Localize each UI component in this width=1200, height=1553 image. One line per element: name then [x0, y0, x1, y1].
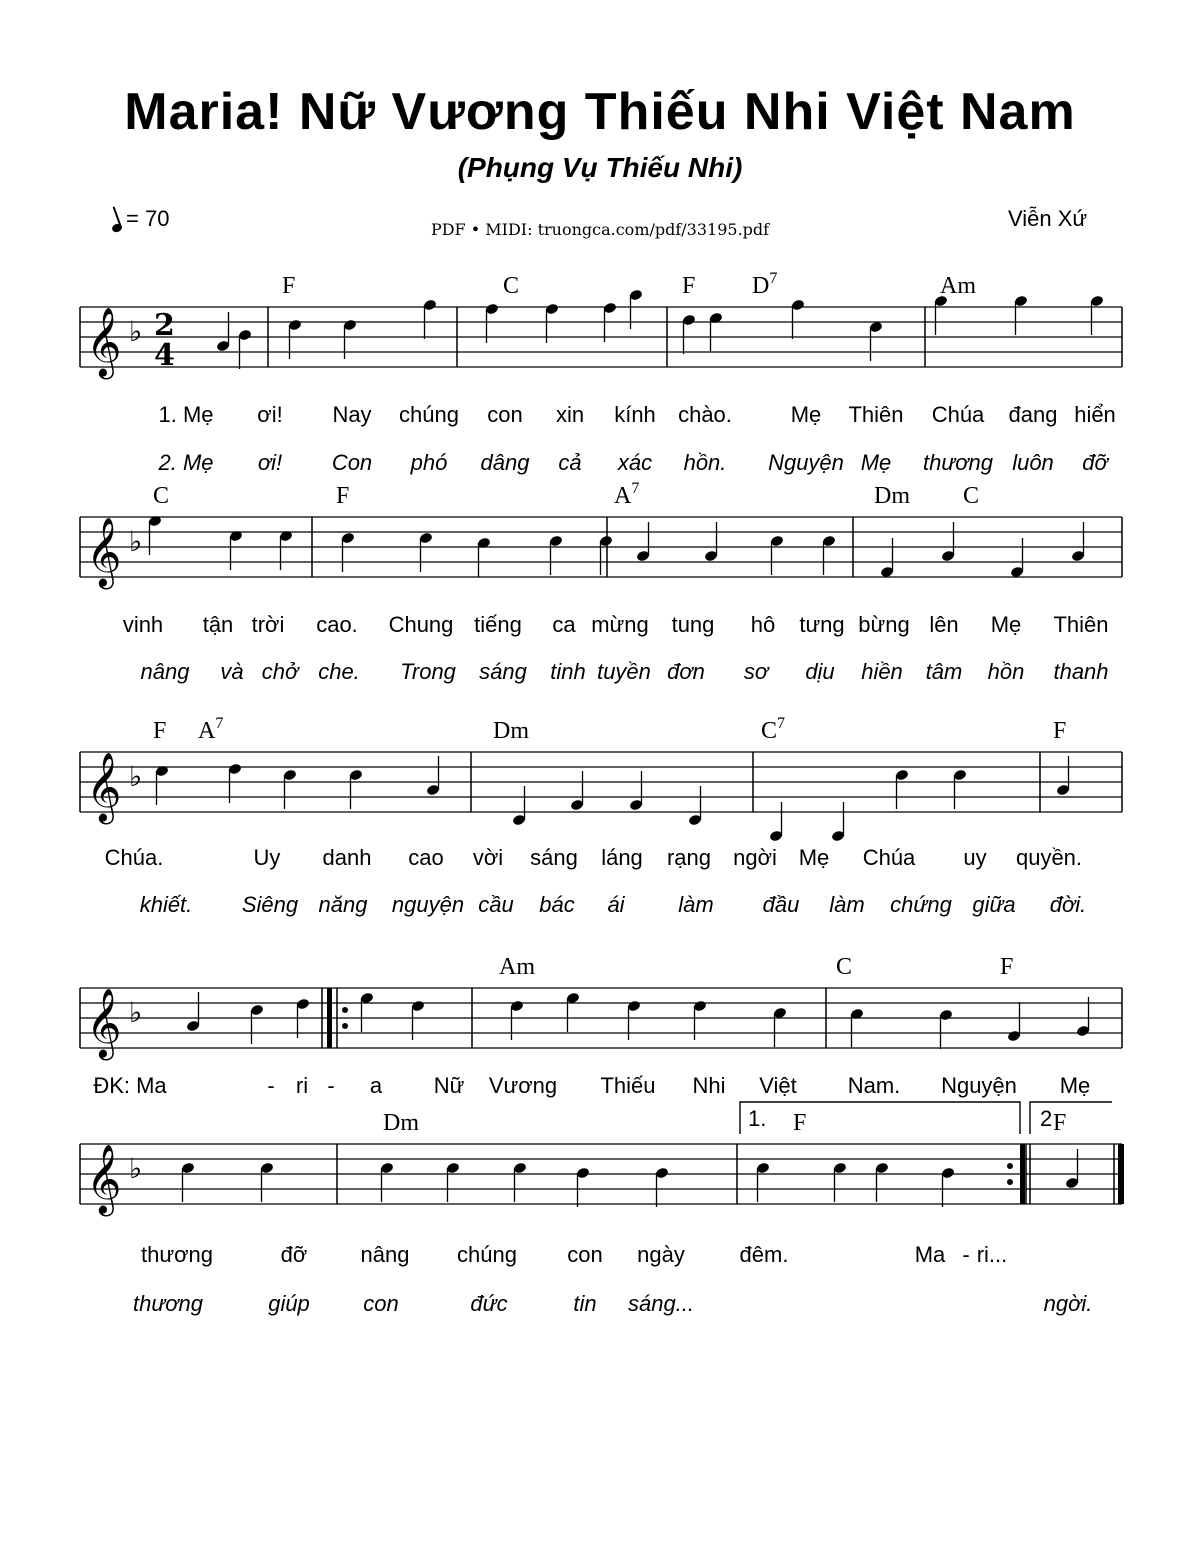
time-signature-top: 2	[154, 308, 175, 343]
lyric-verse-1: ngày	[637, 1242, 685, 1267]
staff-system	[80, 270, 1122, 475]
lyric-verse-2: cầu	[478, 892, 514, 917]
lyric-verse-2: thương	[132, 1291, 204, 1316]
chord-symbol: $A^7$	[614, 480, 640, 509]
lyric-verse-1: Nay	[332, 402, 372, 427]
chord-symbol: F	[793, 1110, 807, 1136]
lyric-verse-1: Chúa.	[104, 845, 164, 870]
lyric-verse-1: ri...	[976, 1242, 1008, 1267]
lyric-verse-1: vời	[472, 845, 504, 870]
lyric-verse-1: tiếng	[474, 612, 522, 637]
treble-clef-icon: 𝄞	[86, 752, 122, 822]
treble-clef-icon: 𝄞	[86, 517, 122, 587]
lyric-verse-1: Việt	[759, 1073, 797, 1098]
lyric-verse-1: nâng	[360, 1242, 410, 1267]
chord-symbol: Dm	[383, 1110, 419, 1136]
repeat-dot	[342, 1007, 348, 1013]
treble-clef-icon: 𝄞	[86, 307, 122, 377]
lyric-verse-1: mừng	[591, 612, 649, 637]
lyric-verse-2: hồn	[987, 659, 1025, 684]
lyric-verse-2: ái	[607, 892, 625, 917]
staff-system	[80, 1102, 1124, 1316]
flat-icon: ♭	[129, 315, 143, 348]
volta-bracket-1	[740, 1102, 1020, 1134]
chord-symbol: F	[1053, 718, 1067, 744]
lyric-verse-1: chúng	[457, 1242, 517, 1267]
lyric-verse-1: a	[369, 1073, 383, 1098]
lyric-verse-1: đêm.	[739, 1242, 789, 1267]
lyric-verse-2: sơ	[743, 659, 769, 684]
lyric-verse-2: đầu	[762, 892, 800, 917]
lyric-verse-2: làm	[678, 892, 714, 917]
flat-icon: ♭	[129, 1152, 143, 1185]
chord-symbol: Am	[940, 273, 976, 299]
lyric-verse-1: Chung	[388, 612, 454, 637]
lyric-verse-1: Uy	[253, 845, 281, 870]
song-subtitle: (Phụng Vụ Thiếu Nhi)	[457, 152, 743, 183]
chord-symbol: $C^7$	[761, 715, 786, 744]
lyric-verse-1: trời	[251, 612, 285, 637]
repeat-dot	[1007, 1163, 1013, 1169]
lyric-verse-2: phó	[410, 450, 448, 475]
lyric-verse-1: chào.	[678, 402, 732, 427]
lyric-verse-1: hô	[750, 612, 776, 637]
chord-symbol: Am	[499, 954, 535, 980]
lyric-verse-2: nâng	[140, 659, 190, 684]
lyric-verse-1: vinh	[122, 612, 164, 637]
lyric-verse-1: Thiên	[1053, 612, 1109, 637]
chord-symbol: C	[153, 483, 170, 509]
lyric-verse-2: dâng	[480, 450, 530, 475]
lyric-verse-2: tâm	[925, 659, 963, 684]
lyric-verse-1: uy	[963, 845, 987, 870]
lyric-verse-2: thương	[922, 450, 994, 475]
lyric-verse-1: cao	[408, 845, 444, 870]
lyric-verse-1: Vương	[488, 1073, 558, 1098]
repeat-end-thick	[1020, 1144, 1025, 1204]
lyric-verse-2: bác	[539, 892, 575, 917]
lyric-verse-1: 1. Mẹ	[158, 402, 214, 427]
lyric-verse-2: khiết.	[139, 892, 193, 917]
lyric-verse-2: và	[220, 659, 244, 684]
lyric-verse-2: thanh	[1053, 659, 1109, 684]
lyric-verse-2: Nguyện	[768, 450, 844, 475]
lyric-verse-1: Mẹ	[1059, 1073, 1091, 1098]
chord-extension: 7	[631, 480, 640, 497]
lyric-verse-1: tung	[671, 612, 715, 637]
lyric-verse-1: ngời	[733, 845, 777, 870]
lyric-verse-1: láng	[601, 845, 643, 870]
lyric-verse-1: cao.	[316, 612, 358, 637]
lyric-verse-1: kính	[614, 402, 656, 427]
lyric-verse-2: Siêng	[241, 892, 299, 917]
staff-system	[80, 715, 1122, 917]
lyric-verse-1: xin	[555, 402, 585, 427]
chord-symbol: $D^7$	[752, 270, 778, 299]
lyric-verse-2: hiền	[861, 659, 903, 684]
source-link[interactable]: PDF • MIDI: truongca.com/pdf/33195.pdf	[430, 220, 770, 239]
lyric-verse-1: lên	[929, 612, 959, 637]
lyric-verse-2: giúp	[268, 1291, 310, 1316]
chord-symbol: F	[1053, 1110, 1067, 1136]
repeat-dot	[342, 1023, 348, 1029]
lyric-verse-1: quyền.	[1015, 845, 1083, 870]
lyric-verse-1: ĐK: Ma	[93, 1073, 167, 1098]
lyric-verse-1: Nguyện	[941, 1073, 1017, 1098]
lyric-verse-1: tận	[202, 612, 234, 637]
chord-symbol: F	[153, 718, 167, 744]
lyric-verse-2: chứng	[890, 892, 952, 917]
chord-symbol: F	[1000, 954, 1014, 980]
lyric-verse-1: Mẹ	[790, 402, 822, 427]
lyric-verse-2: đời.	[1049, 892, 1087, 917]
lyric-verse-2: Trong	[400, 659, 456, 684]
chord-symbol: Dm	[493, 718, 529, 744]
lyric-verse-1: đỡ	[280, 1242, 308, 1267]
lyric-verse-2: tuyền	[597, 659, 651, 684]
chord-extension: 7	[215, 715, 224, 732]
lyric-verse-2: ngời.	[1043, 1291, 1093, 1316]
lyric-verse-1: chúng	[399, 402, 459, 427]
lyric-verse-2: con	[363, 1291, 399, 1316]
final-barline	[1118, 1144, 1124, 1204]
chord-symbol: F	[282, 273, 296, 299]
lyric-verse-1: danh	[322, 845, 372, 870]
volta-label-1: 1.	[748, 1106, 767, 1131]
song-title: Maria! Nữ Vương Thiếu Nhi Việt Nam	[124, 83, 1076, 141]
flat-icon: ♭	[129, 760, 143, 793]
lyric-verse-1: ca	[552, 612, 576, 637]
lyric-verse-1: ơi!	[257, 402, 283, 427]
lyric-verse-2: tin	[573, 1291, 597, 1316]
volta-label-2: 2	[1040, 1106, 1053, 1131]
lyric-verse-2: năng	[318, 892, 368, 917]
lyric-verse-1: Ma	[914, 1242, 946, 1267]
chord-symbol: Dm	[874, 483, 910, 509]
treble-clef-icon: 𝄞	[86, 988, 122, 1058]
lyric-verse-2: nguyện	[391, 892, 465, 917]
lyric-verse-2: sáng...	[627, 1291, 695, 1316]
chord-extension: 7	[777, 715, 786, 732]
lyric-verse-2: đức	[470, 1291, 508, 1316]
lyric-verse-1: Thiên	[848, 402, 904, 427]
lyric-verse-1: Chúa	[862, 845, 916, 870]
lyric-verse-2: tinh	[550, 659, 586, 684]
lyric-verse-1: Thiếu	[600, 1073, 656, 1098]
lyric-verse-2: đơn	[667, 659, 705, 684]
lyric-verse-1: Nam.	[847, 1073, 901, 1098]
lyric-verse-2: che.	[318, 659, 360, 684]
lyric-verse-2: xác	[617, 450, 653, 475]
lyric-verse-2: ơi!	[257, 450, 283, 475]
lyric-verse-2: Mẹ	[860, 450, 892, 475]
lyric-verse-2: cả	[558, 450, 582, 475]
lyric-verse-1: Nữ	[433, 1073, 465, 1098]
staff-system	[80, 480, 1122, 684]
lyric-verse-2: 2. Mẹ	[158, 450, 214, 475]
lyric-verse-2: đỡ	[1082, 450, 1108, 475]
lyric-verse-2: làm	[829, 892, 865, 917]
lyric-verse-1: hiển	[1074, 402, 1116, 427]
lyric-verse-2: giữa	[972, 892, 1016, 917]
lyric-verse-1: Nhi	[692, 1073, 726, 1098]
lyric-verse-2: hồn.	[683, 450, 727, 475]
composer-name: Viễn Xứ	[1008, 206, 1088, 231]
lyric-verse-1: con	[487, 402, 523, 427]
lyric-verse-1: ri	[295, 1073, 309, 1098]
chord-symbol: C	[836, 954, 853, 980]
chord-symbol: F	[682, 273, 696, 299]
staff-system	[80, 954, 1122, 1098]
lyric-verse-1: -	[962, 1242, 970, 1267]
treble-clef-icon: 𝄞	[86, 1144, 122, 1214]
time-signature-bottom: 4	[154, 338, 175, 373]
chord-symbol: C	[963, 483, 980, 509]
lyric-verse-2: sáng	[479, 659, 527, 684]
lyric-verse-1: Mẹ	[990, 612, 1022, 637]
tempo-value: = 70	[126, 206, 170, 231]
lyric-verse-1: tưng	[799, 612, 845, 637]
lyric-verse-1: -	[267, 1073, 275, 1098]
chord-symbol: C	[503, 273, 520, 299]
lyric-verse-1: Mẹ	[798, 845, 830, 870]
lyric-verse-1: con	[567, 1242, 603, 1267]
lyric-verse-1: đang	[1008, 402, 1058, 427]
flat-icon: ♭	[129, 996, 143, 1029]
lyric-verse-1: sáng	[530, 845, 578, 870]
lyric-verse-1: -	[327, 1073, 335, 1098]
repeat-dot	[1007, 1179, 1013, 1185]
lyric-verse-1: rạng	[666, 845, 712, 870]
chord-symbol: $A^7$	[198, 715, 224, 744]
flat-icon: ♭	[129, 525, 143, 558]
lyric-verse-1: Chúa	[931, 402, 985, 427]
lyric-verse-2: dịu	[805, 659, 835, 684]
chord-symbol: F	[336, 483, 350, 509]
lyric-verse-2: luôn	[1012, 450, 1054, 475]
chord-extension: 7	[769, 270, 778, 287]
lyric-verse-1: bừng	[858, 612, 910, 637]
lyric-verse-1: thương	[141, 1242, 213, 1267]
lyric-verse-2: chở	[261, 659, 299, 684]
repeat-start-thick	[327, 988, 332, 1048]
lyric-verse-2: Con	[331, 450, 373, 475]
